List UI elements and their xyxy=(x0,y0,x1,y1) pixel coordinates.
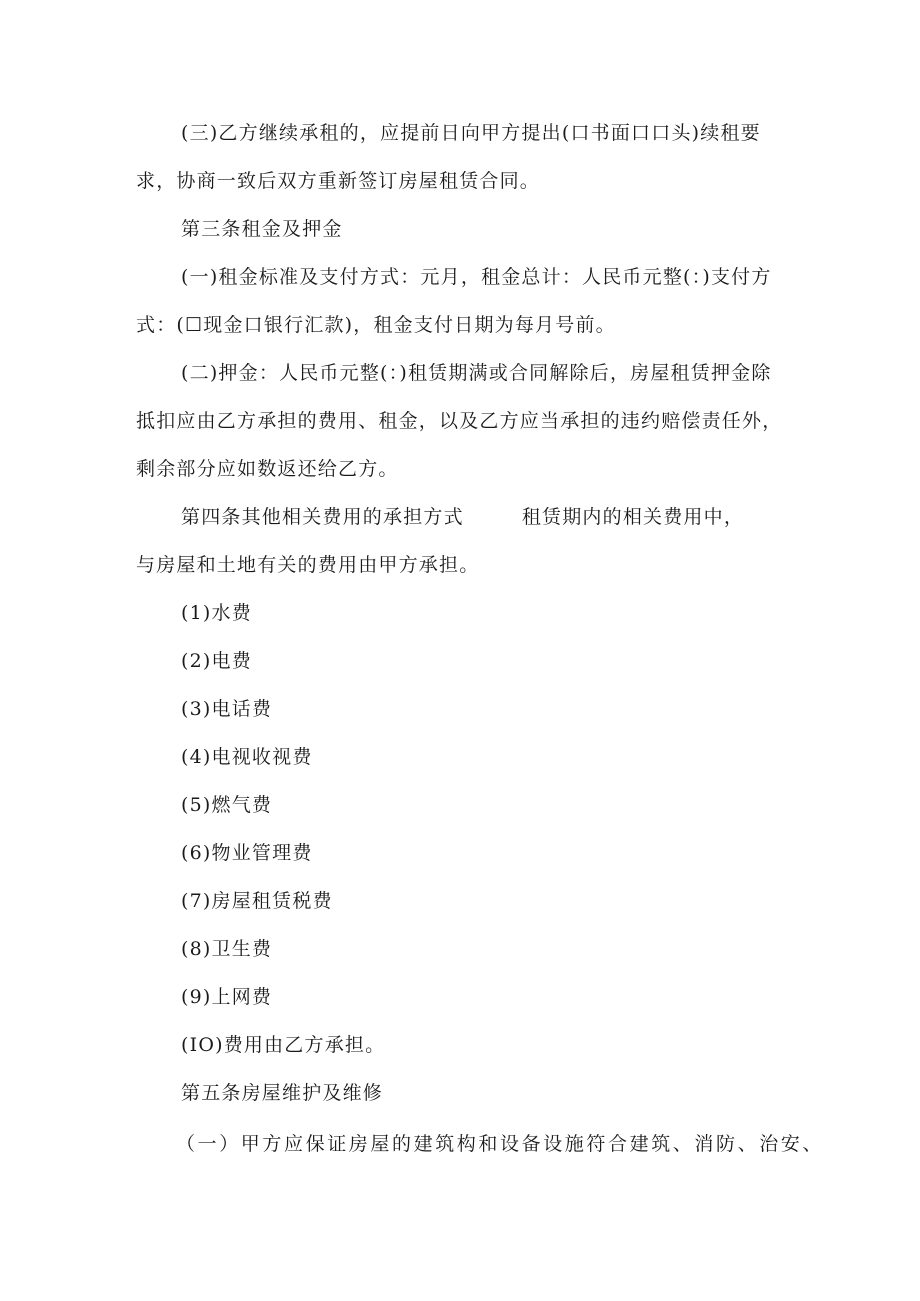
fee-item-10: (IO)费用由乙方承担。 xyxy=(181,1034,386,1056)
clause-3-renewal-line-1: (三)乙方继续承租的，应提前日向甲方提出(口书面口口头)续租要 xyxy=(181,122,761,144)
deposit-line-2: 抵扣应由乙方承担的费用、租金，以及乙方应当承担的违约赔偿责任外， xyxy=(136,410,783,432)
fee-item-7: (7)房屋租赁税费 xyxy=(181,890,333,912)
fee-item-3: (3)电话费 xyxy=(181,698,273,720)
fee-item-4: (4)电视收视费 xyxy=(181,746,313,768)
article-5-heading: 第五条房屋维护及维修 xyxy=(181,1082,384,1104)
rent-standard-line-2: 式：(☐现金口银行汇款)，租金支付日期为每月号前。 xyxy=(136,314,616,336)
article-3-heading: 第三条租金及押金 xyxy=(181,218,343,240)
article-4-line-2: 与房屋和土地有关的费用由甲方承担。 xyxy=(136,554,480,576)
fee-item-2: (2)电费 xyxy=(181,650,252,672)
rent-standard-line-1: (一)租金标准及支付方式：元月，租金总计：人民币元整(：)支付方 xyxy=(181,266,772,288)
article-4-heading: 第四条其他相关费用的承担方式 xyxy=(181,506,464,528)
fee-item-9: (9)上网费 xyxy=(181,986,273,1008)
deposit-line-1: (二)押金：人民币元整(：)租赁期满或合同解除后，房屋租赁押金除 xyxy=(181,362,772,384)
deposit-line-3: 剩余部分应如数返还给乙方。 xyxy=(136,458,399,480)
article-4-line-1 xyxy=(181,505,744,529)
fee-item-1: (1)水费 xyxy=(181,602,252,624)
maintenance-line-1: （一）甲方应保证房屋的建筑构和设备设施符合建筑、消防、治安、 xyxy=(176,1133,825,1155)
fee-item-6: (6)物业管理费 xyxy=(181,842,313,864)
article-4-continuation: 租赁期内的相关费用中， xyxy=(521,506,745,528)
fee-item-5: (5)燃气费 xyxy=(181,794,273,816)
clause-3-renewal-line-2: 求，协商一致后双方重新签订房屋租赁合同。 xyxy=(136,170,541,192)
fee-item-8: (8)卫生费 xyxy=(181,938,273,960)
